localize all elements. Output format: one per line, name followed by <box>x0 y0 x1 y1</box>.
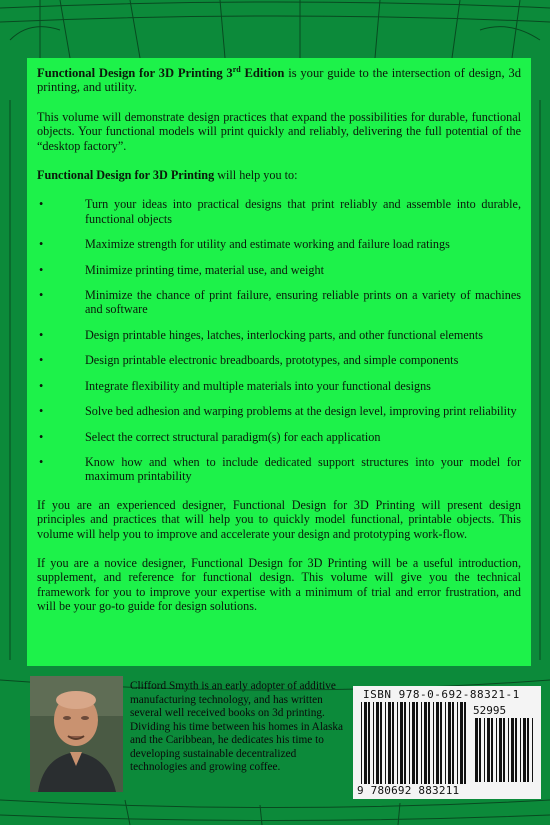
paragraph-experienced: If you are an experienced designer, Functional Design for 3D Printing will present design principles and practices that will help you to quickly model functional, printable objects. This volume will help you to improve and accelerate your design and prototyping work-flow. <box>37 497 521 541</box>
ean-digits: 9 780692 883211 <box>357 784 460 797</box>
list-item: • Know how and when to include dedicated support structures into your model for maximum printability <box>39 454 521 484</box>
isbn-barcode <box>353 686 541 799</box>
help-intro <box>37 168 521 182</box>
author-bio: Clifford Smyth is an early adopter of additive manufacturing technology, and has written several well received books on 3d printing. Dividing his time between his homes in Alaska and the Caribbean, he dedicates his time to developing sustainable decentralized technologies and growing coffee. <box>130 680 344 773</box>
barcode-addon-bars-icon <box>473 718 535 782</box>
help-intro-title: Functional Design for 3D Printing <box>37 168 215 183</box>
barcode-bars-icon <box>359 702 469 784</box>
intro-paragraph <box>37 66 521 95</box>
isbn-label: ISBN 978-0-692-88321-1 <box>363 688 520 701</box>
bullet-icon: • <box>39 454 44 469</box>
help-intro-rest: will help you to: <box>214 168 298 183</box>
list-item: • Turn your ideas into practical designs that print reliably and assemble into durable, functional objects <box>39 197 521 226</box>
edition-superscript: rd <box>232 64 241 74</box>
bullet-icon: • <box>39 197 44 212</box>
bullet-icon: • <box>39 327 44 342</box>
intro-rest: is your guide to the intersection of design, 3d printing, and utility. <box>37 66 521 95</box>
list-item: • Design printable electronic breadboards, prototypes, and simple components <box>39 353 459 368</box>
paragraph-volume: This volume will demonstrate design practices that expand the possibilities for durable, functional objects. Your functional models will print quickly and reliably, delivering the full potential of the “desktop factory”. <box>37 109 521 153</box>
list-item: • Minimize the chance of print failure, ensuring reliable prints on a variety of machines and software <box>39 288 521 317</box>
bullet-icon: • <box>39 237 44 252</box>
bullet-icon: • <box>39 353 44 368</box>
list-item: • Maximize strength for utility and estimate working and failure load ratings <box>39 237 450 252</box>
edition-word: Edition <box>240 66 285 80</box>
book-title: Functional Design for 3D Printing 3 <box>37 66 233 80</box>
list-item: • Design printable hinges, latches, interlocking parts, and other functional elements <box>39 327 484 342</box>
barcode-addon-number: 52995 <box>473 704 507 717</box>
bullet-icon: • <box>39 429 44 444</box>
description-panel <box>27 58 531 666</box>
list-item: • Solve bed adhesion and warping problems at the design level, improving print reliability <box>39 404 517 419</box>
list-item: • Integrate flexibility and multiple materials into your functional designs <box>39 378 431 393</box>
bullet-icon: • <box>39 288 44 303</box>
bullet-icon: • <box>39 262 44 277</box>
bullet-icon: • <box>39 378 44 393</box>
list-item: • Select the correct structural paradigm(s) for each application <box>39 429 381 444</box>
author-portrait-icon <box>30 676 123 792</box>
author-photo <box>30 676 123 792</box>
bullet-icon: • <box>39 404 44 419</box>
benefit-list <box>37 197 521 483</box>
paragraph-novice: If you are a novice designer, Functional Design for 3D Printing will be a useful introduction, supplement, and reference for functional design. This volume will give you the technical framework for you to improve your expertise with a minimum of trial and error frustration, and will be your go-to guide for design solutions. <box>37 555 521 614</box>
list-item: • Minimize printing time, material use, and weight <box>39 262 324 277</box>
